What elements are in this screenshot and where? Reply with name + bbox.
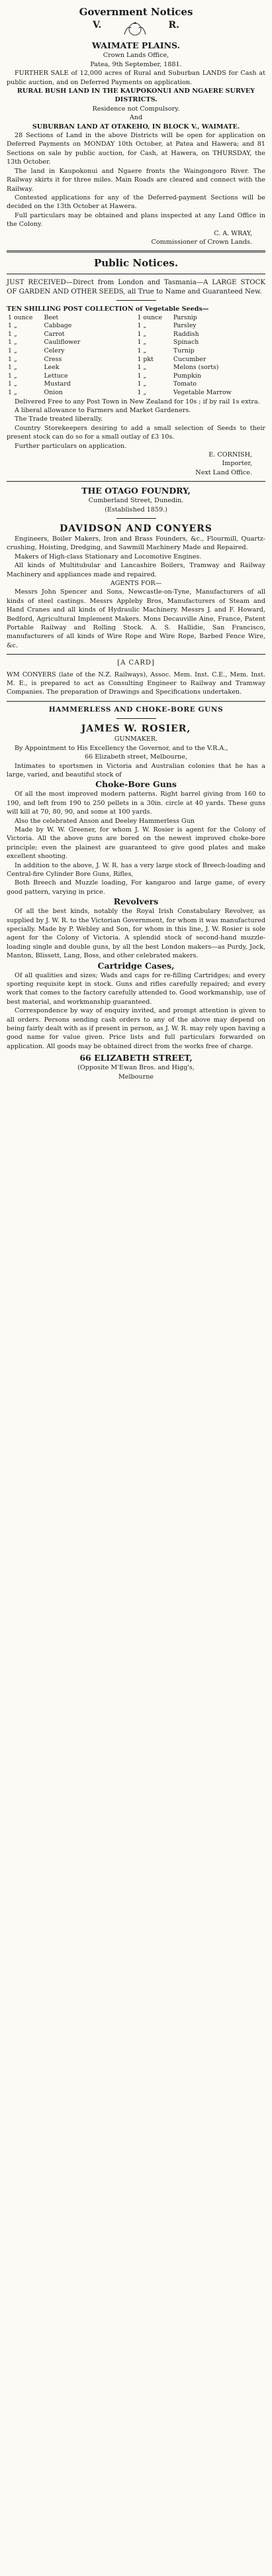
otago-foundry-address: Cumberland Street, Dunedin.: [88, 497, 184, 505]
rosier-name: JAMES W. ROSIER,: [81, 724, 191, 735]
seed-quantity: 1 „: [137, 372, 147, 380]
seed-quantity: 1 „: [137, 330, 147, 338]
divider: [116, 518, 156, 519]
seed-name: Spinach: [173, 339, 199, 347]
seed-quantity: 1 „: [8, 380, 17, 388]
seed-name: Tomato: [173, 380, 197, 388]
rosier-para-14: Correspondence by way of enquiry invited, and prompt attention is given to all orders. Persons sending cash orders to any of the above may depend on being fairly dealt with as if present in person, as J. W. R. may rely upon having a good name for value given. Price lists and full particulars forwarded on application. All goods may be obtained direct from the works free of charge.: [7, 1007, 265, 1050]
rosier-street: 66 ELIZABETH STREET,: [79, 1053, 193, 1063]
section-divider: [7, 250, 265, 252]
gov-para-6: 28 Sections of Land in the above Districts will be open for application on Deferred Payments on MONDAY 10th October, at Patea and Hawera; and 81 Sections on sale by public auction, for Cash, at Hawera, on THURSDAY, the 13th October.: [7, 132, 265, 166]
foundry-para-1: Engineers, Boiler Makers, Iron and Brass Founders, &c., Flourmill, Quartz-crushing, Hoisting, Dredging, and Sawmill Machinery Made and Repaired.: [7, 535, 265, 552]
rosier-para-13: Of all qualities and sizes; Wads and caps for re-filling Cartridges; and every sporting requisite kept in stock. Guns and rifles carefully repaired; and every work that comes to the factory carefully attended to. Good workmanship, use of best material, and workmanship guaranteed.: [7, 971, 265, 1006]
rosier-para-1: By Appointment to His Excellency the Governor, and to the V.R.A.,: [15, 744, 228, 752]
seeds-allowance: A liberal allowance to Farmers and Market Gardeners.: [15, 406, 191, 414]
seed-row: [7, 380, 265, 389]
seed-quantity: 1 ounce: [137, 313, 162, 321]
seed-name: Leek: [44, 364, 60, 372]
divider: [116, 300, 156, 301]
crest-right-letter: R.: [168, 20, 179, 30]
seed-name: Melons (sorts): [173, 364, 219, 372]
seed-row: [7, 389, 265, 398]
seed-name: Beet: [44, 313, 59, 321]
seed-row: [7, 339, 265, 347]
choke-bore-heading: Choke-Bore Guns: [95, 779, 177, 790]
royal-crest-line: [7, 21, 265, 38]
seeds-storekeepers: Country Storekeepers desiring to add a small selection of Seeds to their present stock can do so for a small outlay of £3 10s.: [7, 424, 265, 441]
seed-quantity: 1 „: [8, 347, 17, 354]
seed-row: [7, 322, 265, 331]
seed-quantity: 1 „: [8, 372, 17, 380]
cornish-address: Next Land Office.: [195, 468, 252, 476]
rosier-para-6: Also the celebrated Anson and Deeley Hammerless Gun: [15, 817, 195, 825]
divider: [7, 701, 265, 702]
gov-para-9: Full particulars may be obtained and plans inspected at any Land Office in the Colony.: [7, 211, 265, 229]
seed-name: Turnip: [173, 347, 195, 354]
notice-date: Patea, 9th September, 1881.: [90, 60, 182, 68]
cornish-title: Importer,: [222, 460, 252, 468]
seed-row: [7, 356, 265, 364]
seed-quantity: 1 „: [8, 339, 17, 347]
seed-collection-title: TEN SHILLING POST COLLECTION of Vegetable Seeds—: [7, 305, 209, 313]
seeds-ad-intro: JUST RECEIVED—Direct from London and Tasmania—A LARGE STOCK OF GARDEN AND OTHER SEEDS, all True to Name and Guaranteed New.: [7, 279, 265, 295]
seed-name: Onion: [44, 388, 63, 396]
card-tag: [A CARD]: [117, 659, 155, 667]
gov-para-2: RURAL BUSH LAND IN THE KAUPOKONUI AND NGAERE SURVEY DISTRICTS.: [17, 87, 255, 104]
seed-name: Parsley: [173, 322, 197, 330]
cartridge-heading: Cartridge Cases,: [97, 960, 175, 971]
rosier-para-9: Both Breech and Muzzle loading, For kangaroo and large game, of every good pattern, varying in price.: [7, 879, 265, 896]
crest-left-letter: V.: [93, 20, 102, 30]
revolvers-heading: Revolvers: [113, 896, 159, 907]
public-notices-heading: Public Notices.: [93, 257, 179, 270]
seed-name: Cabbage: [44, 322, 72, 330]
coat-of-arms-icon: [122, 21, 148, 36]
gov-para-1: FURTHER SALE of 12,000 acres of Rural and Suburban LANDS for Cash at public auction, and on Deferred Payments on application.: [7, 70, 265, 86]
seed-row: [7, 347, 265, 356]
seed-quantity: 1 „: [137, 388, 147, 396]
government-notices-heading: Government Notices: [79, 6, 193, 18]
seed-name: Cauliflower: [44, 339, 81, 347]
seed-quantity: 1 „: [137, 339, 147, 347]
seed-quantity: 1 „: [8, 364, 17, 372]
crown-lands-office: Crown Lands Office,: [103, 52, 169, 60]
seed-quantity: 1 „: [8, 322, 17, 330]
seed-quantity: 1 ounce: [8, 313, 33, 321]
seeds-trade: The Trade treated liberally.: [15, 415, 103, 423]
rosier-address: 66 Elizabeth street, Melbourne,: [85, 753, 187, 761]
foundry-agents: AGENTS FOR—: [110, 580, 162, 587]
seed-quantity: 1 „: [8, 388, 17, 396]
divider: [116, 718, 156, 719]
seed-row: [7, 372, 265, 381]
seed-row: [7, 331, 265, 339]
rosier-para-5: Of all the most improved modern patterns. Right barrel giving from 160 to 190, and left from 190 to 250 pellets in a 30in. circle at 40 yards. These guns will kill at 70, 80, 90, and some at 100 yards.: [7, 790, 265, 816]
foundry-para-3: All kinds of Multitubular and Lancashire Boilers, Tramway and Railway Machinery and appliances made and repaired.: [7, 562, 265, 578]
conyers-card: WM CONYERS (late of the N.Z. Railways), Assoc. Mem. Inst. C.E., Mem. Inst. M. E., is prepared to act as Consulting Engineer to Railway and Tramway Companies. The preparation of Drawings and Specifications undertaken.: [7, 671, 265, 696]
crest-icon: [122, 21, 148, 38]
seed-list-table: [7, 314, 265, 398]
rosier-trade: GUNMAKER.: [114, 735, 158, 743]
waimate-title: WAIMATE PLAINS.: [92, 40, 180, 51]
davidson-conyers-firm: DAVIDSON AND CONYERS: [60, 523, 212, 534]
seed-quantity: 1 „: [8, 355, 17, 363]
divider: [7, 481, 265, 482]
seed-quantity: 1 pkt: [137, 355, 154, 363]
seed-row: [7, 314, 265, 323]
seed-quantity: 1 „: [137, 322, 147, 330]
gov-signature-title: Commissioner of Crown Lands.: [151, 238, 252, 246]
seed-name: Raddish: [173, 330, 199, 338]
hammerless-guns-title: HAMMERLESS AND CHOKE-BORE GUNS: [48, 705, 224, 714]
seed-quantity: 1 „: [8, 330, 17, 338]
divider: [7, 654, 265, 655]
foundry-para-2: Makers of High-class Stationary and Locomotive Engines.: [15, 553, 202, 561]
rosier-opposite: (Opposite M'Ewan Bros. and Higg's,: [77, 1064, 195, 1072]
seed-quantity: 1 „: [137, 364, 147, 372]
rosier-para-8: In addition to the above, J. W. R. has a very large stock of Breech-loading and Central-fire Cylinder Bore Guns, Rifles,: [7, 861, 265, 878]
rosier-para-7: Made by W. W. Greener, for whom J. W. Rosier is agent for the Colony of Victoria. All the above guns are bored on the newest improved choke-bore principle; even the plainest are guaranteed to give good plates and make excellent shooting.: [7, 826, 265, 861]
newspaper-page: [0, 0, 272, 1081]
seed-name: Mustard: [44, 380, 71, 388]
gov-para-3: Residence not Compulsory.: [92, 105, 180, 113]
cornish-name: E. CORNISH,: [208, 451, 252, 458]
seed-name: Carrot: [44, 330, 65, 338]
seeds-delivery: Delivered Free to any Post Town in New Zealand for 10s ; if by rail 1s extra.: [15, 398, 260, 405]
seeds-further: Further particulars on application.: [15, 442, 127, 450]
rosier-city: Melbourne: [118, 1073, 154, 1081]
rosier-para-3: Intimates to sportsmen in Victoria and Australian colonies that he has a large, varied, and beautiful stock of: [7, 762, 265, 778]
seed-row: [7, 364, 265, 372]
otago-foundry-established: (Established 1859.): [105, 506, 167, 513]
rosier-para-11: Of all the best kinds, notably the Royal Irish Constabulary Revolver, as supplied by J. W. R. to the Victorian Government, for whom it was manufactured specially. Made by P. Webley and Son, for whom in this line, J. W. Rosier is sole agent for the Colony of Victoria. A splendid stock of second-hand muzzle-loading single and double guns, by all the best London makers—as Purdy, Jock, Manton, Blissett, Lang, Boss, and other celebrated makers.: [7, 908, 265, 960]
gov-para-4: And: [129, 114, 143, 122]
gov-para-8: Contested applications for any of the Deferred-payment Sections will be decided on the 13th October at Hawera.: [7, 193, 265, 211]
gov-para-5: SUBURBAN LAND AT OTAKEHO, IN BLOCK V., WAIMATE.: [32, 123, 240, 131]
seed-name: Parsnip: [173, 313, 197, 321]
foundry-para-4: Messrs John Spencer and Sons, Newcastle-on-Tyne, Manufacturers of all kinds of steel castings. Messrs Appleby Bros, Manufacturers of Steam and Hand Cranes and all kinds of Hydraulic Machinery. Messrs J. and F. Howard, Bedford, Agricultural Implement Makers. Mons Decauville Aine, France, Patent Portable Railway and Rolling Stock. A. S. Hallidie, San Francisco, manufacturers of all kinds of Wire Rope and Wire Rope, Barbed Fence Wire, &c.: [7, 588, 265, 649]
seed-name: Pumpkin: [173, 372, 201, 380]
seed-name: Vegetable Marrow: [173, 388, 232, 396]
seed-name: Celery: [44, 347, 65, 354]
seed-name: Lettuce: [44, 372, 68, 380]
otago-foundry-title: THE OTAGO FOUNDRY,: [81, 486, 191, 496]
seed-name: Cress: [44, 355, 62, 363]
gov-para-7: The land in Kaupokonui and Ngaere fronts the Waingongoro River. The Railway skirts it for three miles. Main Roads are cleared and connect with the Railway.: [7, 167, 265, 193]
seed-quantity: 1 „: [137, 380, 147, 388]
gov-signature-name: C. A. WRAY,: [214, 229, 252, 237]
seed-name: Cucumber: [173, 355, 206, 363]
seed-quantity: 1 „: [137, 347, 147, 354]
